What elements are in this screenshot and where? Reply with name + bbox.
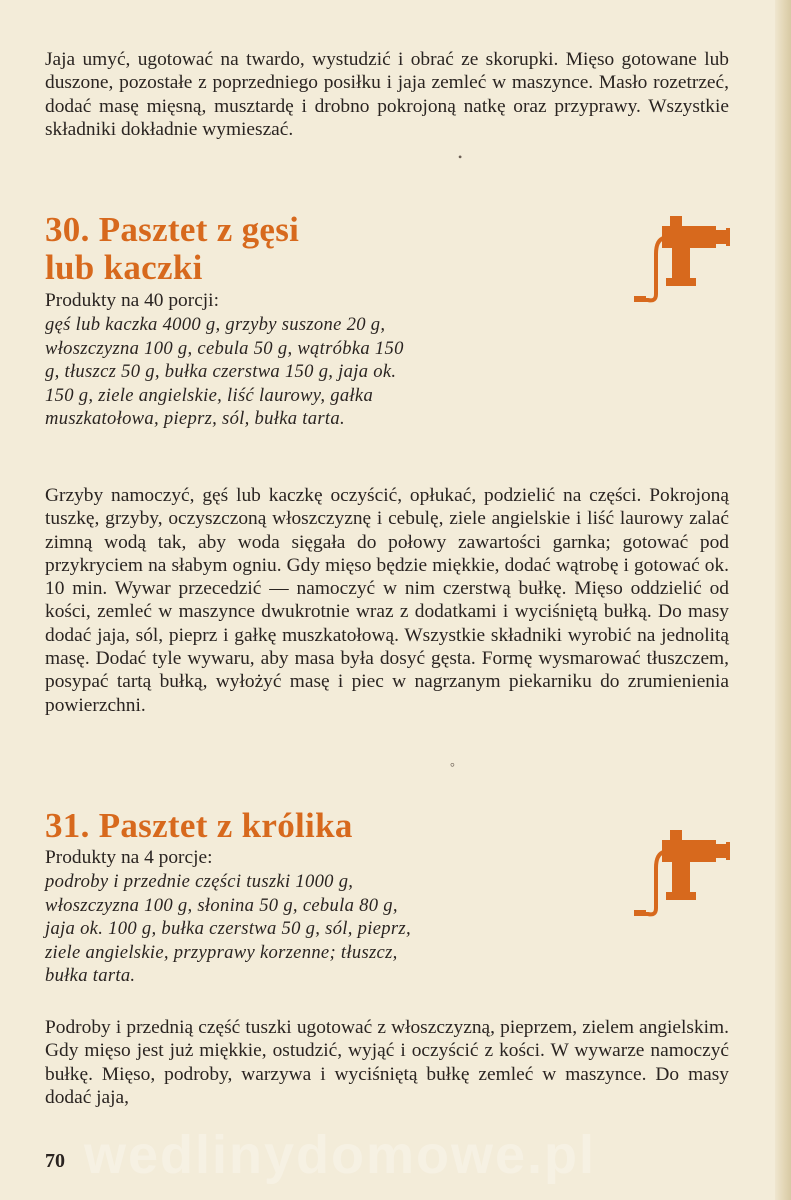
recipe-31-method: Podroby i przednią część tuszki ugotować z włoszczyzną, pieprzem, zielem angielskim. Gdy mięso jest już miękkie, ostudzić, wyjąć i oczyścić z kości. W wywarze namoczyć bułkę. Mięso, podroby, warzywa i wyciśniętą bułkę zemleć w maszynce. Do masy dodać jaja, (45, 1017, 729, 1108)
page-edge (775, 0, 791, 1200)
recipe-30-title-line2: lub kaczki (45, 248, 203, 287)
intro-paragraph: Jaja umyć, ugotować na twardo, wystudzić i obrać ze skorupki. Mięso gotowane lub duszone, pozostałe z poprzedniego posiłku i jaja zemleć w maszynce. Masło rozetrzeć, dodać masę mięsną, musztardę i drobno pokrojoną natkę oraz przyprawy. Wszystkie składniki dokładnie wymieszać. (45, 49, 729, 140)
meat-grinder-icon (634, 214, 734, 306)
recipe-30-ingredients: gęś lub kaczka 4000 g, grzyby suszone 20 g, włoszczyzna 100 g, cebula 50 g, wątróbka 150 g, tłuszcz 50 g, bułka czerstwa 150 g, jaja ok. 150 g, ziele angielskie, liść laurowy, gałka muszkatołowa, pieprz, sól, bułka tarta. (45, 314, 404, 430)
recipe-30-method: Grzyby namoczyć, gęś lub kaczkę oczyścić, opłukać, podzielić na części. Pokrojoną tuszkę, grzyby, oczyszczoną włoszczyznę i cebulę, ziele angielskie i liść laurowy zalać zimną wodą tak, aby woda sięgała do połowy zawartości garnka; gotować pod przykryciem na słabym ogniu. Gdy mięso będzie miękkie, dodać wątrobę i gotować ok. 10 min. Wywar przecedzić — namoczyć w nim czerstwą bułkę. Mięso oddzielić od kości, zemleć w maszynce dwukrotnie wraz z dodatkami i wyciśniętą bułką. Do masy dodać jaja, sól, pieprz i gałkę muszkatołową. Wszystkie składniki wyrobić na jednolitą masę. Dodać tyle wywaru, aby masa była dosyć gęsta. Formę wysmarować tłuszczem, posypać tartą bułką, wyłożyć masę i piec w nagrzanym piekarniku do zrumienienia powierzchni. (45, 485, 729, 716)
print-speck: • (458, 150, 463, 164)
page-number: 70 (45, 1150, 65, 1172)
recipe-30-portions: Produkty na 40 porcji: (45, 290, 219, 311)
recipe-31-ingredients: podroby i przednie części tuszki 1000 g, włoszczyzna 100 g, słonina 50 g, cebula 80 g, jaja ok. 100 g, bułka czerstwa 50 g, sól, pieprz, ziele angielskie, przyprawy korzenne; tłuszcz, bułka tarta. (45, 871, 411, 987)
meat-grinder-icon (634, 828, 734, 920)
watermark: wedlinydomowe.pl (84, 1125, 597, 1185)
recipe-31-portions: Produkty na 4 porcje: (45, 847, 213, 868)
recipe-31-title: 31. Pasztet z królika (45, 806, 353, 845)
recipe-30-title-line1: 30. Pasztet z gęsi (45, 210, 300, 249)
print-speck: ° (450, 760, 455, 774)
